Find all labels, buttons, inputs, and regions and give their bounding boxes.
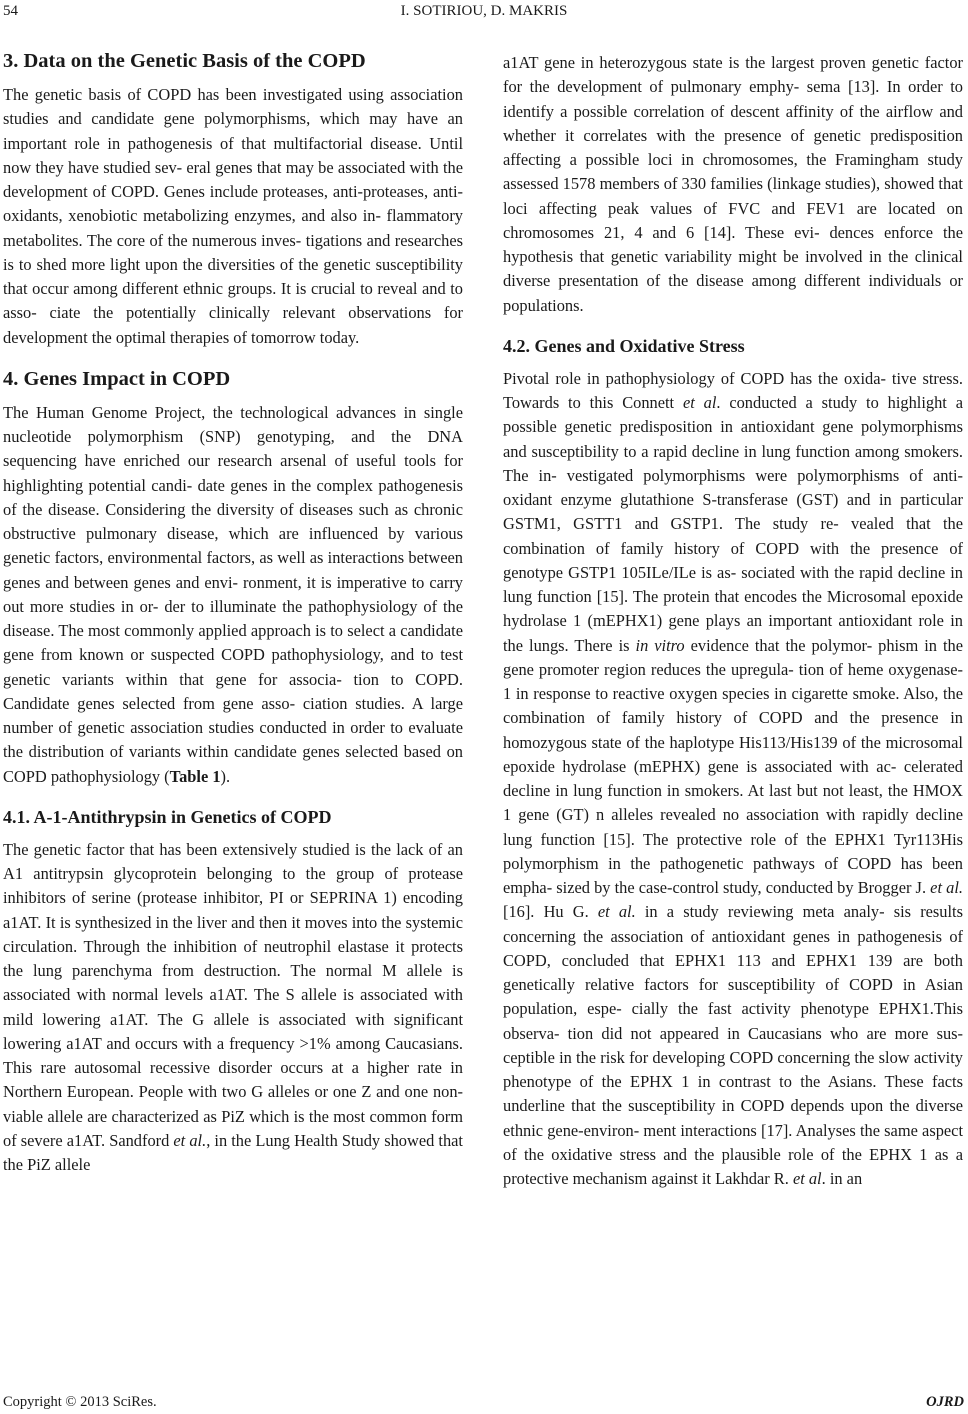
section-3-heading: 3. Data on the Genetic Basis of the COPD [3, 50, 366, 72]
in-vitro-italic: in vitro [635, 635, 685, 655]
section-4-2-heading: 4.2. Genes and Oxidative Stress [503, 335, 745, 356]
et-al-italic: et al. [930, 878, 963, 897]
section-4-paragraph [3, 401, 463, 789]
section-4-heading: 4. Genes Impact in COPD [3, 367, 231, 390]
section-4-2-text-e: in a study reviewing meta analy- sis results concerning the association of antioxidant genes in pathogenesis of COPD, concluded that EPHX1 113 and EPHX1 139 are both genetically relative factors for susceptibility of COPD in Asian population, espe- cially the fast activity phenotype EPHX1.This observa- tion did not appeared in Caucasians who are more sus- ceptible in the risk for developing COPD concerning the slow activity phenotype of the EPHX 1 in contrast to the Asians. These facts underline that the susceptibility in COPD depends upon the diverse ethnic gene-environ- ment interactions [17]. Analyses the same aspect of the oxidative stress and the plausible role of the EPHX 1 as a protective mechanism against it Lakhdar R. [503, 902, 963, 1188]
section-4-text-end: ). [220, 766, 231, 786]
section-4-2-text-f: . in an [821, 1169, 863, 1188]
table-1-reference: Table 1 [169, 766, 221, 786]
section-4-1-text-end: , in the Lung Health Study showed that the PiZ allele [3, 1130, 463, 1174]
page-number: 54 [3, 3, 18, 19]
section-4-2-text-d: [16]. Hu G. [503, 902, 598, 922]
page-footer [0, 1391, 968, 1413]
section-4-1-paragraph [3, 838, 463, 1178]
continued-paragraph: a1AT gene in heterozygous state is the largest proven genetic factor for the development of pulmonary emphy- sema [13]. In order to identify a possible correlation of descent affinity of the airflow and whether it correlates with the presence of genetic predisposition affecting a possible loci in chromosomes, the Framingham study assessed 1578 members of 330 families (linkage studies), showed that loci affecting peak values of FVC and FEV1 are located on chromosomes 21, 4 and 6 [14]. These evi- dences enforce the hypothesis that genetic variability might be involved in the clinical diverse presentation of the disease among different individuals or populations. [503, 53, 963, 315]
section-3-paragraph: The genetic basis of COPD has been investigated using association studies and candidate gene polymorphisms, which may have an important role in pathogenesis of that multifactorial disease. Until now they have studied sev- eral genes that may be associated with the development of COPD. Genes include proteases, anti-proteases, anti- oxidants, xenobiotic metabolizing enzymes, and also in- flammatory metabolites. The core of the numerous inves- tigations and researches is to shed more light upon the diversities of the genetic susceptibility that occur among different ethnic groups. It is crucial to reveal and to asso- ciate the potentially clinically relevant observations for development the optimal therapies of tomorrow today. [3, 85, 463, 347]
section-4-2-text-b: . conducted a study to highlight a possible genetic predisposition in antioxidant gene polymorphisms and susceptibility to a rapid decline in lung function among smokers. The in- vestigated polymorphisms were polymorphisms of anti- oxidant enzyme glutathione S-transferase (GST) and in particular GSTM1, GSTT1 and GSTP1. The study re- vealed that the combination of family history of COPD with the presence of genotype GSTP1 105ILe/ILe is as- sociated with the rapid decline in lung function [15]. The protein that encodes the Microsomal epoxide hydrolase 1 (mEPHX1) gene plays an important antioxidant role in the lungs. There is [503, 393, 963, 655]
left-column [3, 48, 463, 1177]
et-al-italic: et al [682, 393, 717, 412]
et-al-italic: et al. [597, 902, 636, 922]
et-al-italic: et al [792, 1169, 822, 1188]
right-column [503, 51, 963, 1191]
copyright-notice: Copyright © 2013 SciRes. [3, 1394, 157, 1410]
section-4-2-text-a: Pivotal role in pathophysiology of COPD has the oxida- tive stress. Towards to this Connett [503, 368, 963, 412]
section-4-2-paragraph [503, 367, 963, 1192]
section-4-text: The Human Genome Project, the technological advances in single nucleotide polymorphism (SNP) genotyping, and the DNA sequencing have enriched our research arsenal of useful tools for highlighting potential candi- date genes in the complex pathogenesis of the disease. Considering the diversity of diseases such as chronic obstructive pulmonary disease, which are influenced by various genetic factors, environmental factors, as well as interactions between genes and between genes and envi- ronment, it is imperative to carry out more studies in or- der to illuminate the pathophysiology of the disease. The most commonly applied approach is to select a candidate gene from known or suspected COPD pathophysiology, and to test genetic variants within that gene for associa- tion to COPD. Candidate genes selected from gene asso- ciation studies. A large number of genetic association studies conducted in order to evaluate the distribution of variants within candidate genes selected based on COPD pathophysiology ( [3, 402, 463, 786]
running-head [0, 0, 968, 22]
section-4-1-text: The genetic factor that has been extensively studied is the lack of an A1 antitrypsin glycoprotein belonging to the group of protease inhibitors of serine (protease inhibitor, PI or SEPRINA 1) encoding a1AT. It is synthesized in the liver and then it moves into the systemic circulation. Through the inhibition of neutrophil elastase it protects the lung parenchyma from destruction. The normal M allele is associated with normal levels a1AT. The S allele is associated with mild lowering a1AT. The G allele is associated with significant lowering a1AT and occurs with a frequency >1% among Caucasians. This rare autosomal recessive disorder occurs at a higher rate in Northern European. People with two G alleles or one Z and one non-viable allele are characterized as PiZ which is the most common form of severe a1AT. Sandford [3, 839, 463, 1150]
section-4-2-text-c: evidence that the polymor- phism in the gene promoter region reduces the upregula- tion of heme oxygenase-1 in response to reactive oxygen species in cigarette smoke. Also, the combination of family history of COPD and the presence in homozygous state of the haplotype His113/His139 of the microsomal epoxide hydrolase (mEPHX) gene is associated with ac- celerated decline in lung function in smokers. At last but not least, the HMOX 1 gene (GT) n alleles revealed no association with rapidly decline lung function [15]. The protective role of the EPHX1 Tyr113His polymorphism in the pathogenetic pathways of COPD has been empha- sized by the case-control study, conducted by Brogger J. [503, 635, 964, 897]
section-4-1-heading: 4.1. A-1-Antithrypsin in Genetics of COPD [3, 806, 332, 827]
et-al-italic: et al. [173, 1130, 207, 1150]
running-head-authors: I. SOTIRIOU, D. MAKRIS [400, 3, 568, 19]
journal-abbreviation: OJRD [926, 1394, 964, 1410]
